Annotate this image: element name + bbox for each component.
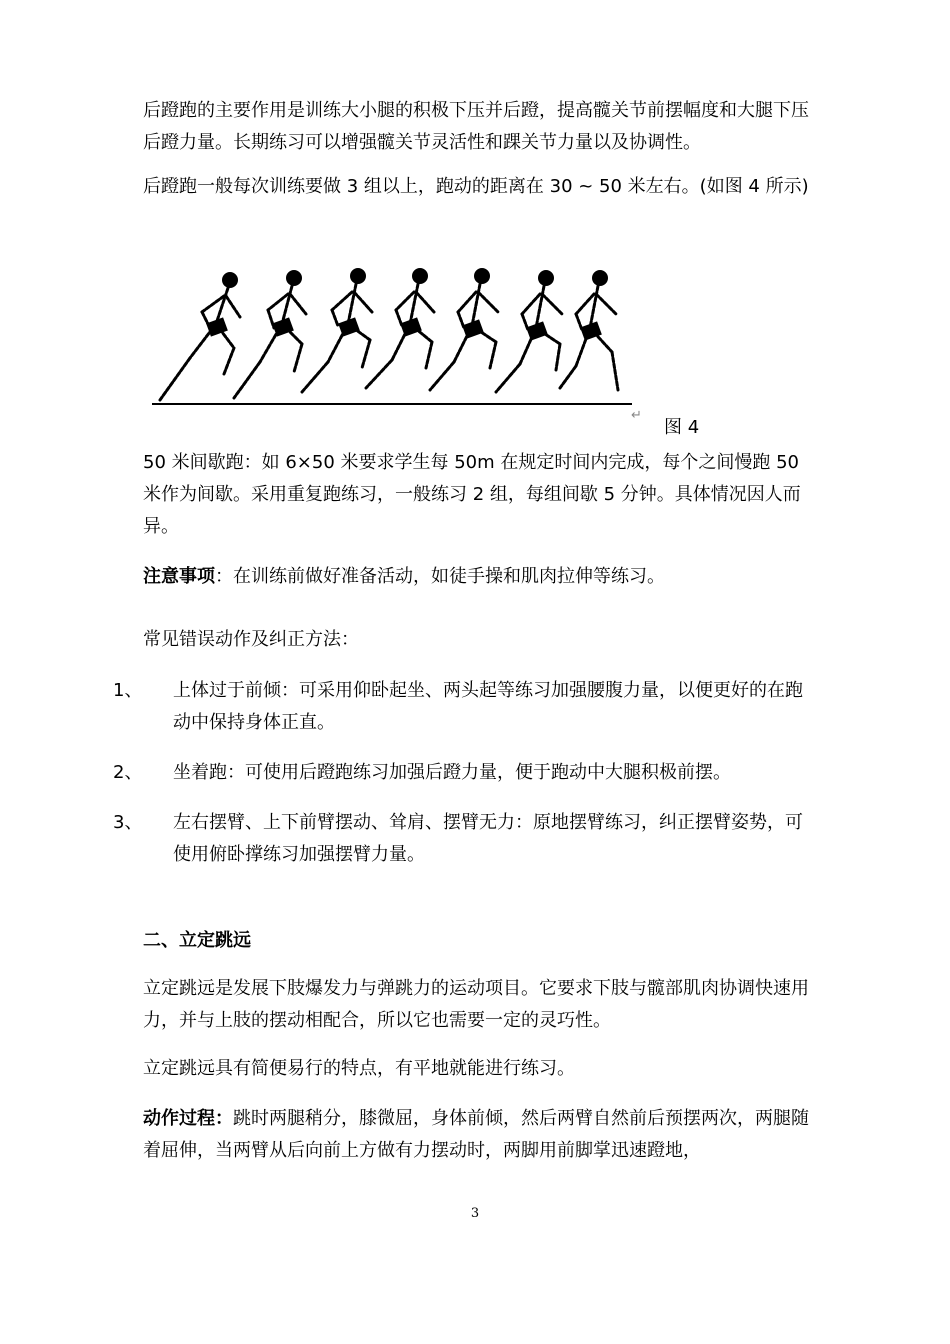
errors-heading: 常见错误动作及纠正方法： — [143, 629, 359, 650]
page-number: 3 — [470, 1206, 480, 1221]
list-number: 3、 — [113, 812, 143, 833]
paragraph-notes — [143, 561, 815, 593]
paragraph-process — [143, 1103, 815, 1167]
paragraph-back-kick-purpose: 后蹬跑的主要作用是训练大小腿的积极下压并后蹬，提高髋关节前摆幅度和大腿下压后蹬力量。长期练习可以增强髋关节灵活性和踝关节力量以及协调性。 — [143, 100, 809, 153]
list-item — [113, 675, 815, 739]
list-text: 左右摆臂、上下前臂摆动、耸肩、摆臂无力：原地摆臂练习，纠正摆臂姿势，可使用俯卧撑练习加强摆臂力量。 — [173, 812, 803, 865]
list-text: 上体过于前倾：可采用仰卧起坐、两头起等练习加强腰腹力量，以便更好的在跑动中保持身体正直。 — [173, 680, 803, 733]
list-item — [113, 757, 815, 789]
runner-figure — [366, 268, 434, 388]
figure-caption: 图 4 — [664, 417, 700, 438]
list-item — [113, 807, 815, 871]
process-text: 跳时两腿稍分，膝微屈，身体前倾，然后两臂自然前后预摆两次，两腿随着屈伸，当两臂从后向前上方做有力摆动时，两脚用前脚掌迅速蹬地， — [143, 1108, 809, 1161]
runner-figure — [302, 268, 372, 392]
figure-running-sequence — [150, 262, 650, 422]
runner-figure — [234, 270, 306, 398]
running-sequence-illustration — [150, 262, 650, 422]
paragraph-standing-jump-intro: 立定跳远是发展下肢爆发力与弹跳力的运动项目。它要求下肢与髋部肌肉协调快速用力，并与上肢的摆动相配合，所以它也需要一定的灵巧性。 — [143, 978, 809, 1031]
notes-text: ：在训练前做好准备活动，如徒手操和肌肉拉伸等练习。 — [215, 566, 665, 587]
return-mark-icon: ↵ — [631, 408, 642, 423]
list-number: 1、 — [113, 680, 143, 701]
paragraph-standing-jump-ease: 立定跳远具有简便易行的特点，有平地就能进行练习。 — [143, 1058, 575, 1079]
runner-figure — [160, 272, 240, 400]
paragraph-back-kick-sets: 后蹬跑一般每次训练要做 3 组以上，跑动的距离在 30 ~ 50 米左右。(如图 4 所示) — [143, 176, 809, 197]
list-number: 2、 — [113, 762, 143, 783]
notes-label: 注意事项 — [143, 566, 215, 587]
section-title: 二、立定跳远 — [143, 930, 251, 951]
paragraph-interval-run: 50 米间歇跑：如 6×50 米要求学生每 50m 在规定时间内完成，每个之间慢跑 50 米作为间歇。采用重复跑练习，一般练习 2 组，每组间歇 5 分钟。具体情况因人而异。 — [143, 452, 801, 537]
process-label: 动作过程： — [143, 1108, 233, 1129]
list-text: 坐着跑：可使用后蹬跑练习加强后蹬力量，便于跑动中大腿积极前摆。 — [173, 762, 731, 783]
